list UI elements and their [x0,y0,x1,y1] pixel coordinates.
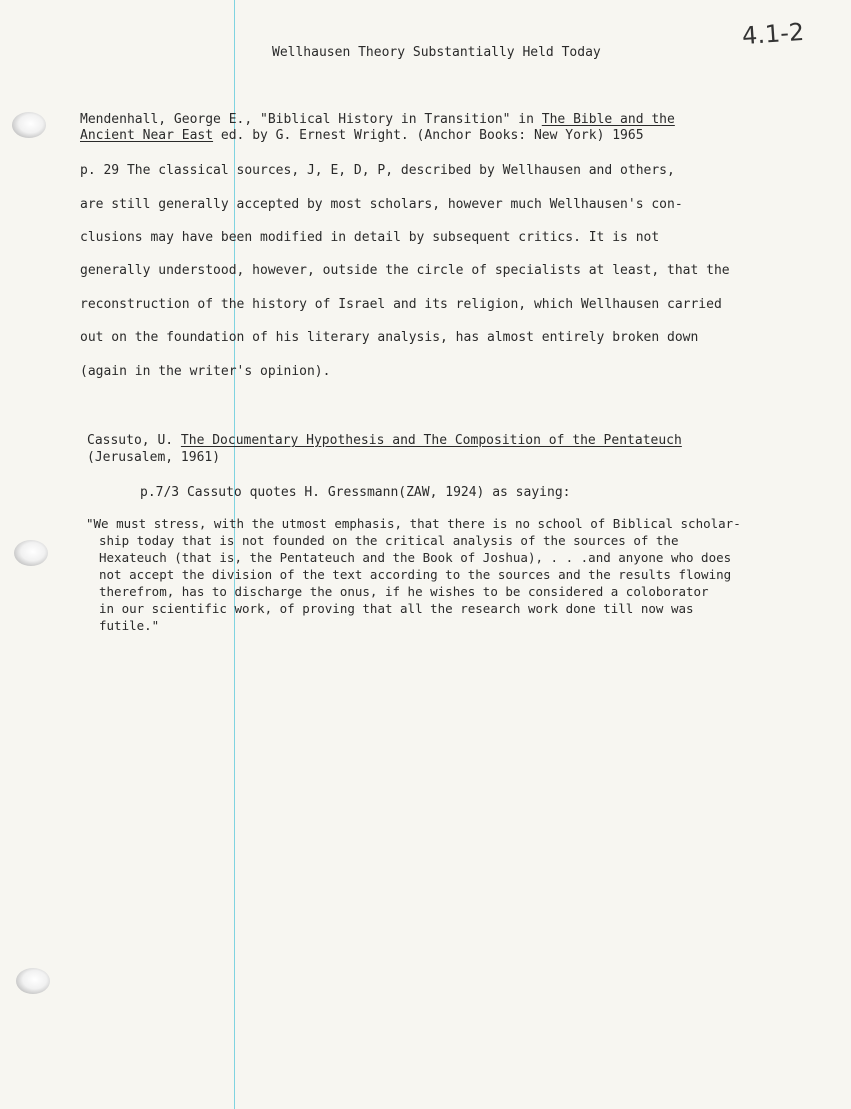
cassuto-citation-line-2: (Jerusalem, 1961) [87,450,221,465]
quote-line: Hexateuch (that is, the Pentateuch and the Book of Joshua), . . .and anyone who does [99,550,732,565]
quote-line: p. 29 The classical sources, J, E, D, P, described by Wellhausen and others, [80,163,675,178]
book-title: The Documentary Hypothesis and The Composition of the Pentateuch [180,433,682,448]
quote-line: generally understood, however, outside the circle of specialists at least, that the [80,263,730,278]
quote-line: ship today that is not founded on the critical analysis of the sources of the [99,533,679,548]
mendenhall-citation-line-1 [80,112,675,127]
book-title-part-2: Ancient Near East [80,128,214,143]
quote-line: are still generally accepted by most scholars, however much Wellhausen's con- [80,197,683,212]
citation-author-text: Cassuto, U. [87,433,181,448]
quote-line: not accept the division of the text according to the sources and the results flowing [99,567,732,582]
page-reference-number: 4.1-2 [741,17,806,51]
cassuto-citation-line-1 [87,433,682,448]
punch-hole-bottom [16,968,50,994]
quote-line: therefrom, has to discharge the onus, if he wishes to be considered a coloborator [99,584,709,599]
citation-publisher-text: ed. by G. Ernest Wright. (Anchor Books: New York) 1965 [213,128,644,143]
cassuto-intro: p.7/3 Cassuto quotes H. Gressmann(ZAW, 1924) as saying: [140,485,571,500]
quote-line: reconstruction of the history of Israel and its religion, which Wellhausen carried [80,297,722,312]
mendenhall-citation-line-2 [80,128,644,143]
book-title-part-1: The Bible and the [541,112,675,127]
quote-line: futile." [99,618,160,633]
page-title: Wellhausen Theory Substantially Held Today [272,45,601,60]
quote-line: clusions may have been modified in detail by subsequent critics. It is not [80,230,660,245]
quote-line: "We must stress, with the utmost emphasis, that there is no school of Biblical scholar- [86,516,741,531]
quote-line: (again in the writer's opinion). [80,364,331,379]
citation-author-text: Mendenhall, George E., "Biblical History in Transition" in [80,112,542,127]
punch-hole-middle [14,540,48,566]
quote-line: out on the foundation of his literary analysis, has almost entirely broken down [80,330,699,345]
quote-line: in our scientific work, of proving that all the research work done till now was [99,601,694,616]
punch-hole-top [12,112,46,138]
